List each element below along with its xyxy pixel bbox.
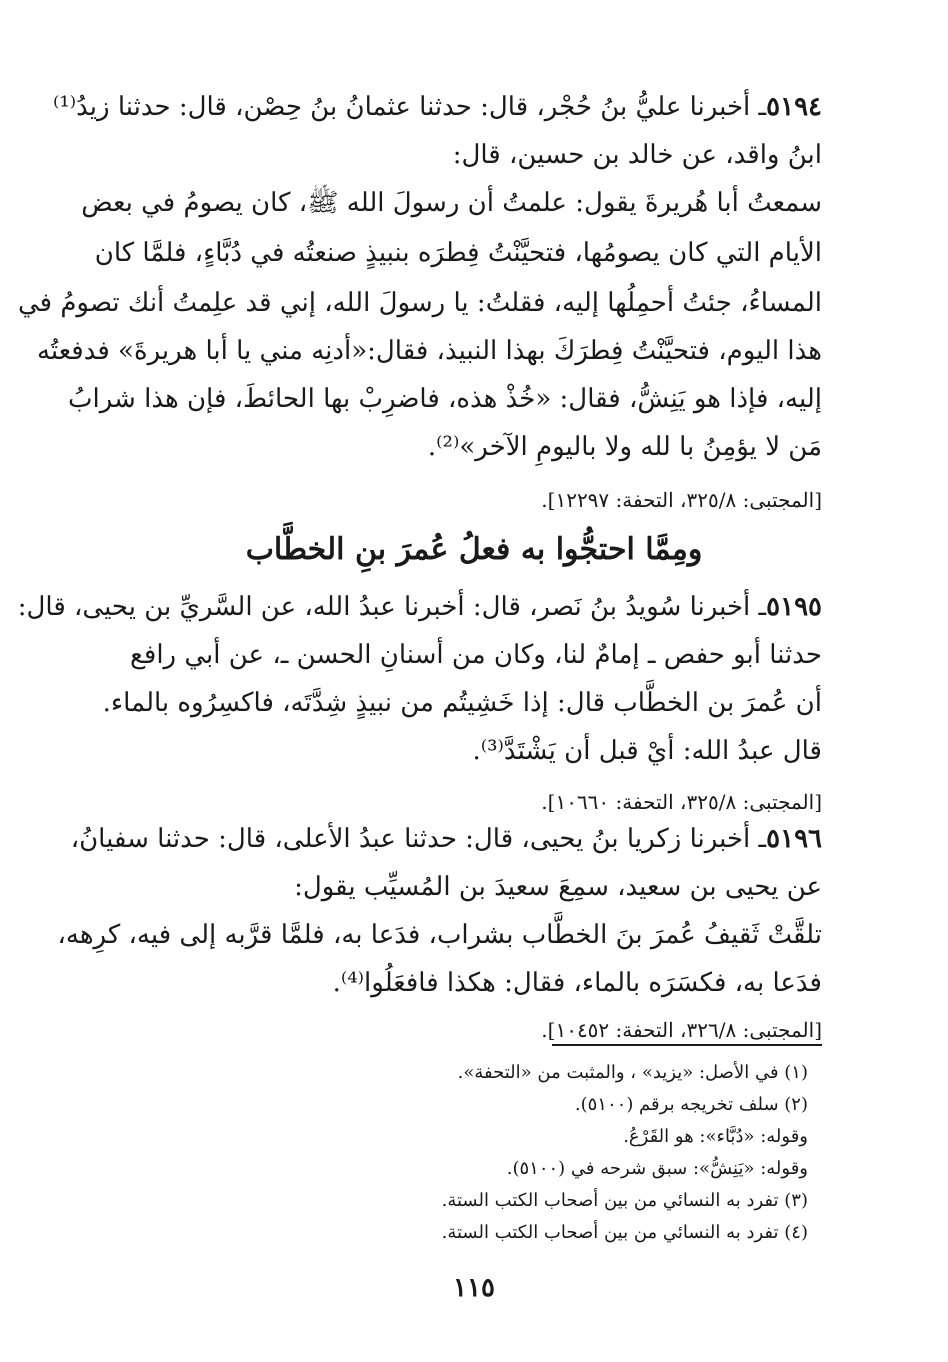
- hadith-5194-chain-line-1: [52, 92, 822, 123]
- section-heading: ومِمَّا احتجُّوا به فعلُ عُمرَ بنِ الخطَّاب: [245, 532, 703, 567]
- hadith-5196-reference: [المجتبى: ٣٢٦/٨، التحفة: ١٠٤٥٢].: [541, 1018, 822, 1042]
- hadith-5195-chain-line-1: [17, 592, 822, 623]
- hadith-5195-text-line-1: أن عُمرَ بن الخطَّاب قال: إذا خَشِيتُم من نبيذٍ شِدَّتَه، فاكسِرُوه بالماء.: [102, 688, 822, 718]
- footnote-3: (٣) تفرد به النسائي من بين أصحاب الكتب الستة.: [441, 1190, 808, 1211]
- hadith-5196-chain-line-2: عن يحيى بن سعيد، سمِعَ سعيدَ بن المُسيِّب يقول:: [294, 872, 822, 902]
- hadith-number: ٥١٩٤: [766, 92, 822, 122]
- hadith-number: ٥١٩٥: [766, 592, 822, 622]
- footnote-2-note-b: وقوله: «يَنِشُّ»: سبق شرحه في (٥١٠٠).: [506, 1158, 808, 1179]
- hadith-number: ٥١٩٦: [766, 824, 822, 854]
- hadith-5195-text-line-2: قال عبدُ الله: أيْ قبل أن يَشْتَدَّ⁽³⁾.: [472, 736, 822, 766]
- hadith-5194-text-line-3: المساءُ، جئتُ أحمِلُها إليه، فقلتُ: يا رسولَ الله، إني قد علِمتُ أنك تصومُ في: [17, 288, 822, 318]
- hadith-5195-reference: [المجتبى: ٣٢٥/٨، التحفة: ١٠٦٦٠].: [541, 790, 822, 814]
- footnote-divider: [552, 1044, 822, 1046]
- page-number: ١١٥: [453, 1273, 495, 1303]
- hadith-5194-chain-line-2: ابنُ واقد، عن خالد بن حسين، قال:: [452, 140, 822, 170]
- hadith-chain: ـ أخبرنا سُويدُ بنُ نَصر، قال: أخبرنا عبدُ الله، عن السَّريِّ بن يحيى، قال:: [17, 592, 767, 622]
- footnote-4: (٤) تفرد به النسائي من بين أصحاب الكتب الستة.: [441, 1222, 808, 1243]
- footnote-2-note-a: وقوله: «دُبَّاء»: هو القَرْعُ.: [623, 1126, 808, 1147]
- footnote-2: (٢) سلف تخريجه برقم (٥١٠٠).: [574, 1094, 808, 1115]
- hadith-5194-text-line-6: مَن لا يؤمِنُ با لله ولا باليومِ الآخر»⁽²⁾.: [427, 432, 822, 462]
- hadith-5196-chain-line-1: [70, 824, 822, 855]
- hadith-chain: ـ أخبرنا عليُّ بنُ حُجْر، قال: حدثنا عثمانُ بنُ حِصْن، قال: حدثنا زيدُ⁽¹⁾: [52, 92, 767, 122]
- hadith-5194-text-line-4: هذا اليوم، فتحيَّنْتُ فِطرَكَ بهذا النبيذ، فقال:«أدنِه مني يا أبا هريرةَ» فدفعتُه: [36, 336, 822, 366]
- hadith-5194-text-line-5: إليه، فإذا هو يَنِشُّ، فقال: «خُذْ هذه، فاضرِبْ بها الحائطَ، فإن هذا شرابُ: [68, 384, 822, 414]
- hadith-5196-text-line-2: فدَعا به، فكسَرَه بالماء، فقال: هكذا فافعَلُوا⁽⁴⁾.: [332, 968, 822, 998]
- hadith-5195-chain-line-2: حدثنا أبو حفص ـ إمامٌ لنا، وكان من أسنانِ الحسن ـ، عن أبي رافع: [130, 640, 822, 670]
- hadith-5194-reference: [المجتبى: ٣٢٥/٨، التحفة: ١٢٢٩٧].: [541, 488, 822, 512]
- footnote-1: (١) في الأصل: «يزيد» ، والمثبت من «التحفة».: [457, 1062, 808, 1083]
- hadith-5196-text-line-1: تلقَّتْ ثَقيفُ عُمرَ بنَ الخطَّاب بشراب، فدَعا به، فلمَّا قرَّبه إلى فيه، كرِهه،: [57, 920, 822, 950]
- hadith-5194-text-line-1: سمعتُ أبا هُريرةَ يقول: علمتُ أن رسولَ الله ﷺ، كان يصومُ في بعض: [81, 188, 822, 218]
- hadith-chain: ـ أخبرنا زكريا بنُ يحيى، قال: حدثنا عبدُ الأعلى، قال: حدثنا سفيانُ،: [70, 824, 767, 854]
- hadith-5194-text-line-2: الأيام التي كان يصومُها، فتحيَّنْتُ فِطرَه بنبيذٍ صنعتُه في دُبَّاءٍ، فلمَّا كان: [94, 238, 822, 268]
